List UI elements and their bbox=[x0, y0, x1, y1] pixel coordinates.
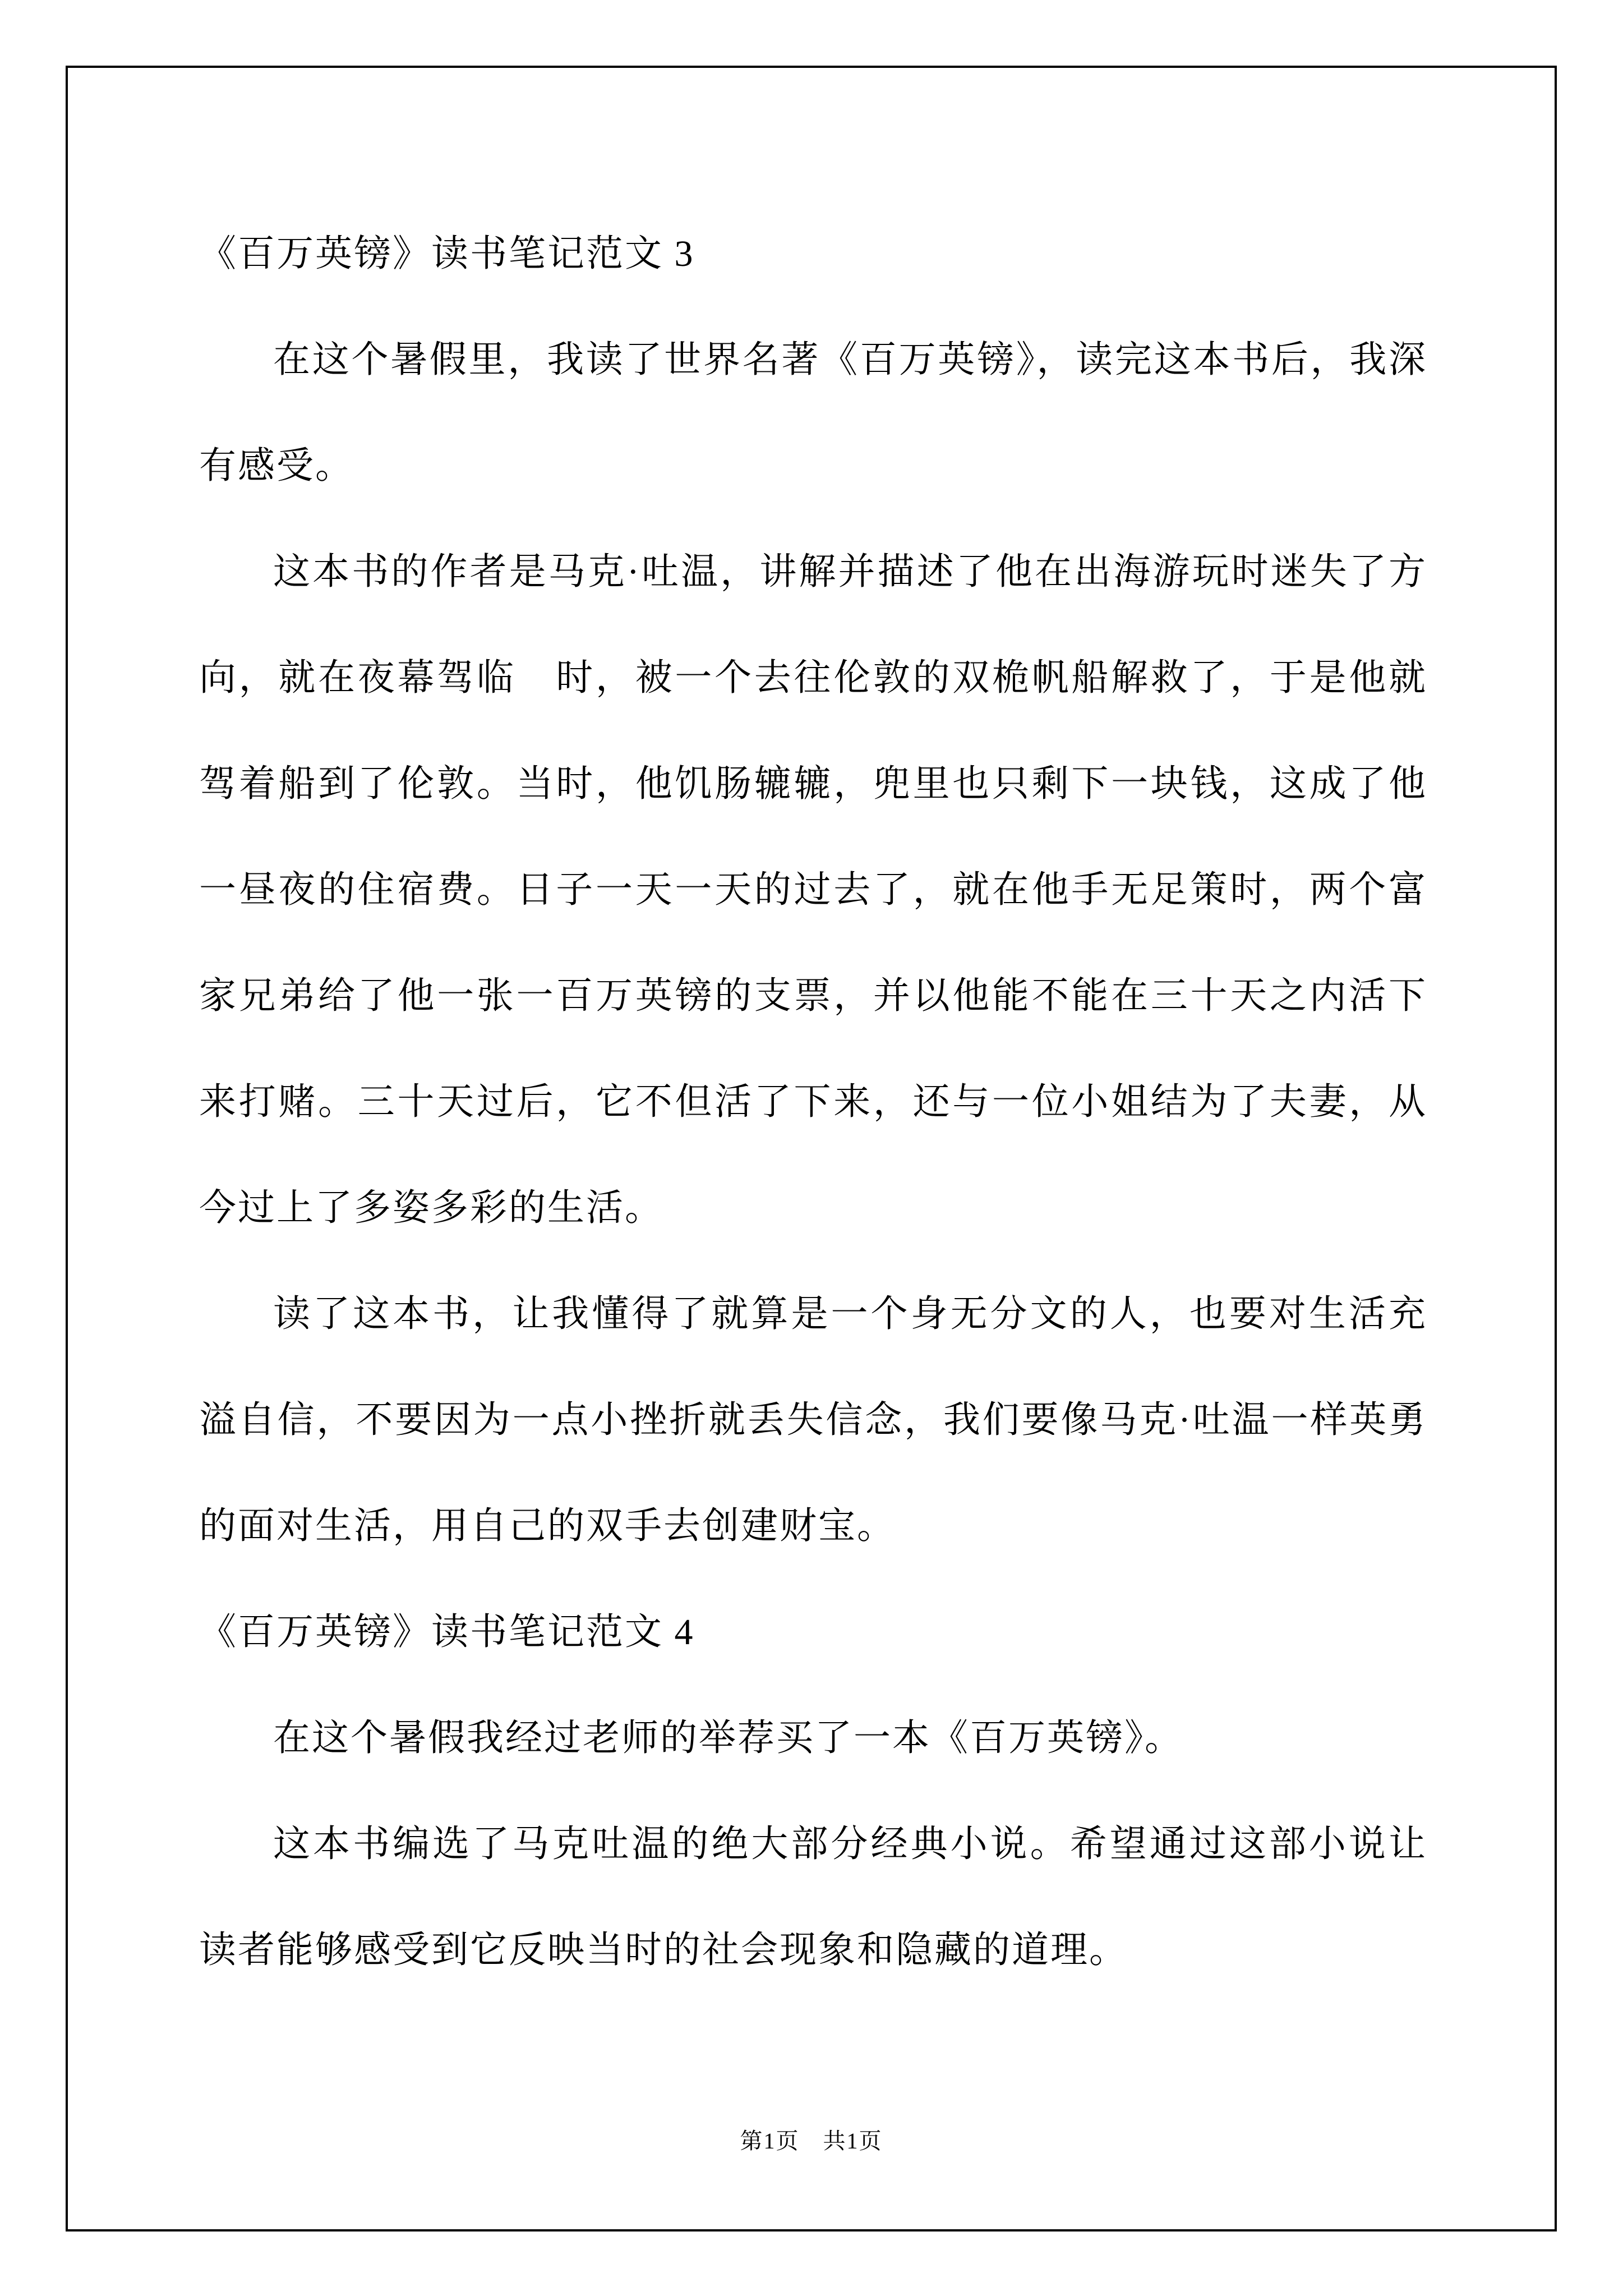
paragraph: 读了这本书，让我懂得了就算是一个身无分文的人，也要对生活充溢自信，不要因为一点小挫折就丢失信念，我们要像马克·吐温一样英勇的面对生活，用自己的双手去创建财宝。 bbox=[199, 1294, 1427, 1547]
page-footer bbox=[68, 2128, 1555, 2155]
paragraph: 这本书编选了马克吐温的绝大部分经典小说。希望通过这部小说让读者能够感受到它反映当时的社会现象和隐藏的道理。 bbox=[199, 1824, 1427, 1971]
paragraph: 在这个暑假里，我读了世界名著《百万英镑》，读完这本书后，我深有感受。 bbox=[199, 339, 1427, 486]
section-heading-4: 《百万英镑》读书笔记范文 4 bbox=[199, 1612, 695, 1653]
document-body bbox=[199, 201, 1427, 2003]
paragraph: 在这个暑假我经过老师的举荐买了一本《百万英镑》。 bbox=[273, 1718, 1183, 1759]
paragraph: 这本书的作者是马克·吐温，讲解并描述了他在出海游玩时迷失了方向，就在夜幕驾临 时，被一个去往伦敦的双桅帆船解救了，于是他就驾着船到了伦敦。当时，他饥肠辘辘，兜里也只剩下一块钱，这成了他一昼夜的住宿费。日子一天一天的过去了，就在他手无足策时，两个富家兄弟给了他一张一百万英镑的支票，并以他能不能在三十天之内活下来打赌。三十天过后，它不但活了下来，还与一位小姐结为了夫妻，从今过上了多姿多彩的生活。 bbox=[199, 551, 1427, 1228]
section-heading-3: 《百万英镑》读书笔记范文 3 bbox=[199, 233, 695, 274]
page-border bbox=[66, 66, 1557, 2231]
page-number-label: 第1页 共1页 bbox=[740, 2128, 883, 2154]
